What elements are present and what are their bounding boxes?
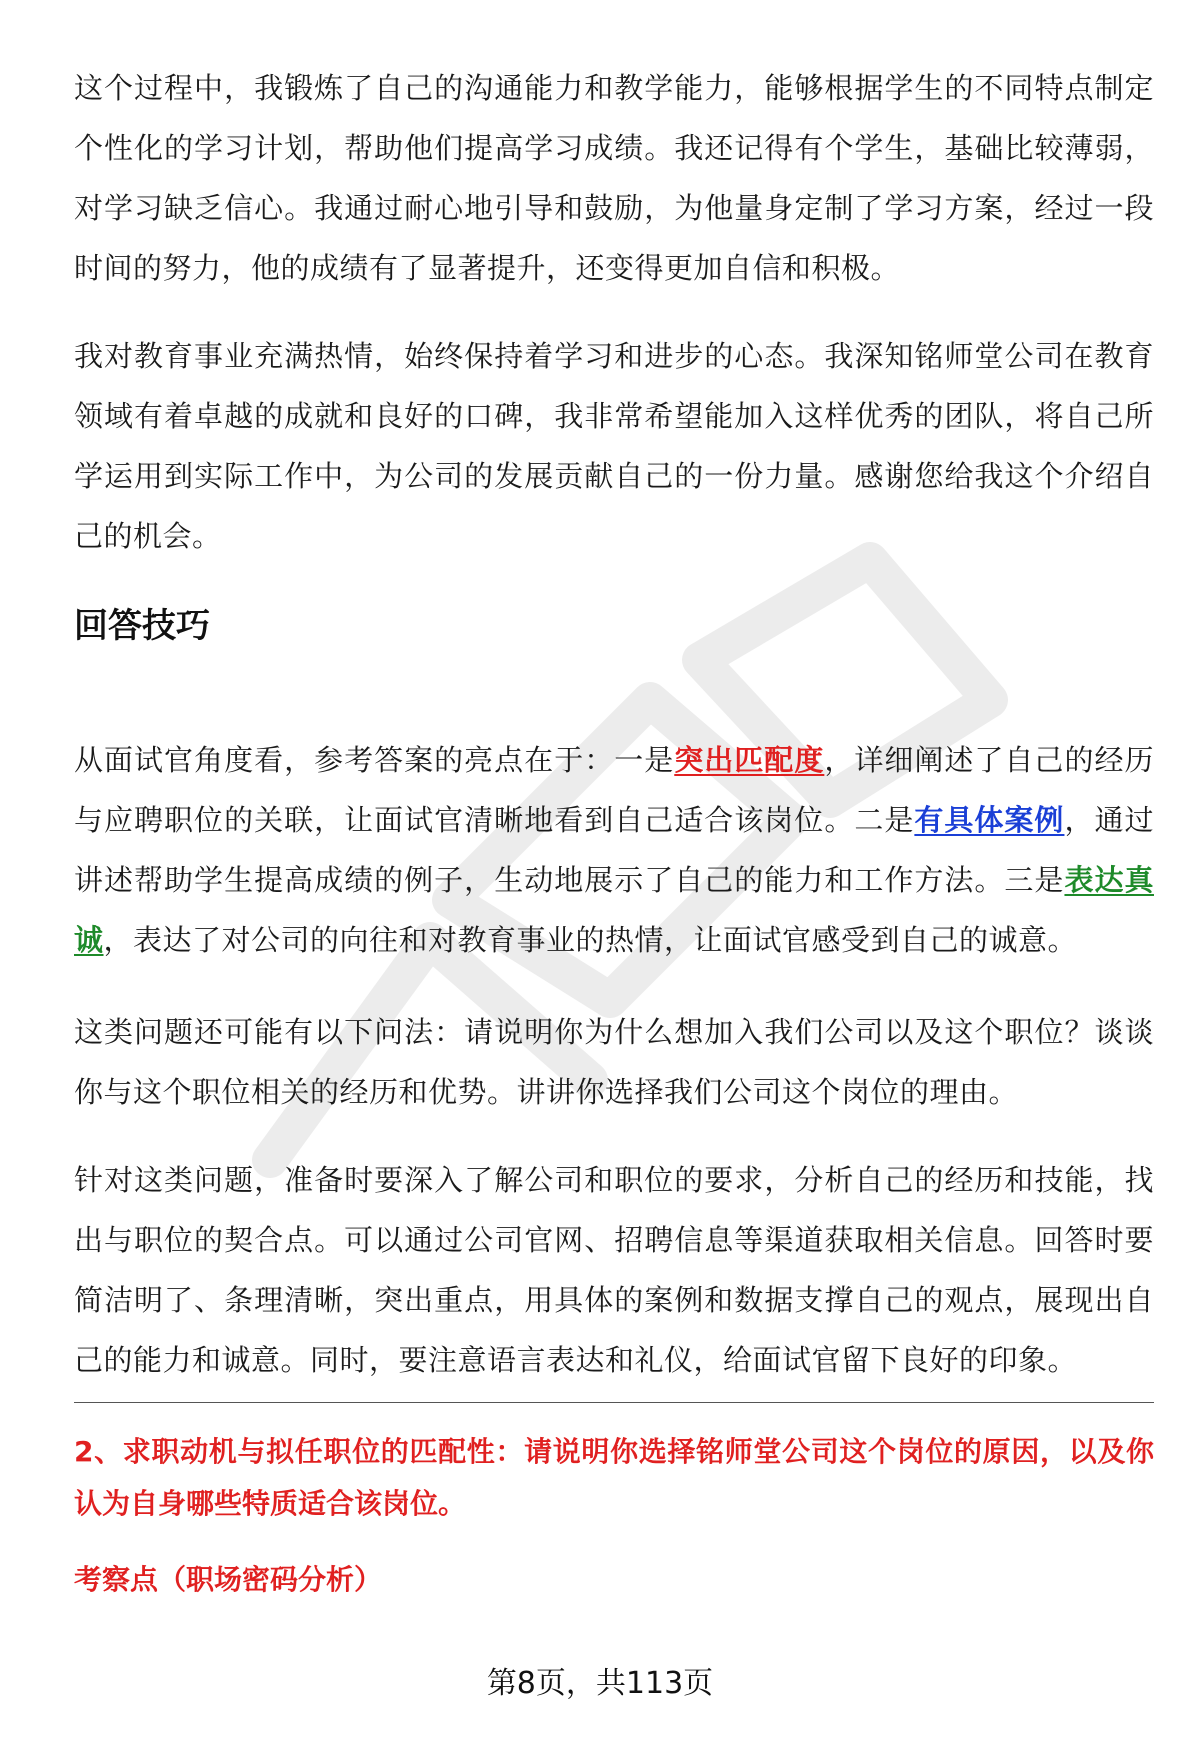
tips-text-1: 从面试官角度看，参考答案的亮点在于：一是 <box>74 743 675 777</box>
paragraph-preparation: 针对这类问题，准备时要深入了解公司和职位的要求，分析自己的经历和技能，找出与职位的契合点。可以通过公司官网、招聘信息等渠道获取相关信息。回答时要简洁明了、条理清晰，突出重点，用具体的案例和数据支撑自己的观点，展现出自己的能力和诚意。同时，要注意语言表达和礼仪，给面试官留下良好的印象。 <box>74 1163 1154 1377</box>
page-footer: 第8页，共113页 <box>486 1666 714 1701</box>
paragraph-motivation: 我对教育事业充满热情，始终保持着学习和进步的心态。我深知铭师堂公司在教育领域有着卓越的成就和良好的口碑，我非常希望能加入这样优秀的团队，将自己所学运用到实际工作中，为公司的发展贡献自己的一份力量。感谢您给我这个介绍自己的机会。 <box>74 339 1154 553</box>
paragraph-variants: 这类问题还可能有以下问法：请说明你为什么想加入我们公司以及这个职位？谈谈你与这个职位相关的经历和优势。讲讲你选择我们公司这个岗位的理由。 <box>74 1015 1154 1109</box>
tips-text-4: ，表达了对公司的向往和对教育事业的热情，让面试官感受到自己的诚意。 <box>103 923 1078 957</box>
section-heading-answer-tips: 回答技巧 <box>74 606 210 646</box>
question-subtitle: 考察点（职场密码分析） <box>74 1563 383 1596</box>
paragraph-tips <box>74 730 1154 970</box>
tips-text-2: ，详细阐述了自己的经历与应聘职位的关联，让面试官清晰地看到自己适合该岗位。二是 <box>74 743 1154 837</box>
section-divider <box>74 1402 1154 1403</box>
highlight-matching: 突出匹配度 <box>674 743 825 777</box>
tips-text-3: ，通过讲述帮助学生提高成绩的例子，生动地展示了自己的能力和工作方法。三是 <box>74 803 1154 897</box>
highlight-sincerity: 表达真诚 <box>74 863 1154 957</box>
highlight-case: 有具体案例 <box>914 803 1065 837</box>
paragraph-experience: 这个过程中，我锻炼了自己的沟通能力和教学能力，能够根据学生的不同特点制定个性化的学习计划，帮助他们提高学习成绩。我还记得有个学生，基础比较薄弱，对学习缺乏信心。我通过耐心地引导和鼓励，为他量身定制了学习方案，经过一段时间的努力，他的成绩有了显著提升，还变得更加自信和积极。 <box>74 71 1154 285</box>
question-title: 2、求职动机与拟任职位的匹配性：请说明你选择铭师堂公司这个岗位的原因，以及你认为自身哪些特质适合该岗位。 <box>74 1435 1154 1520</box>
